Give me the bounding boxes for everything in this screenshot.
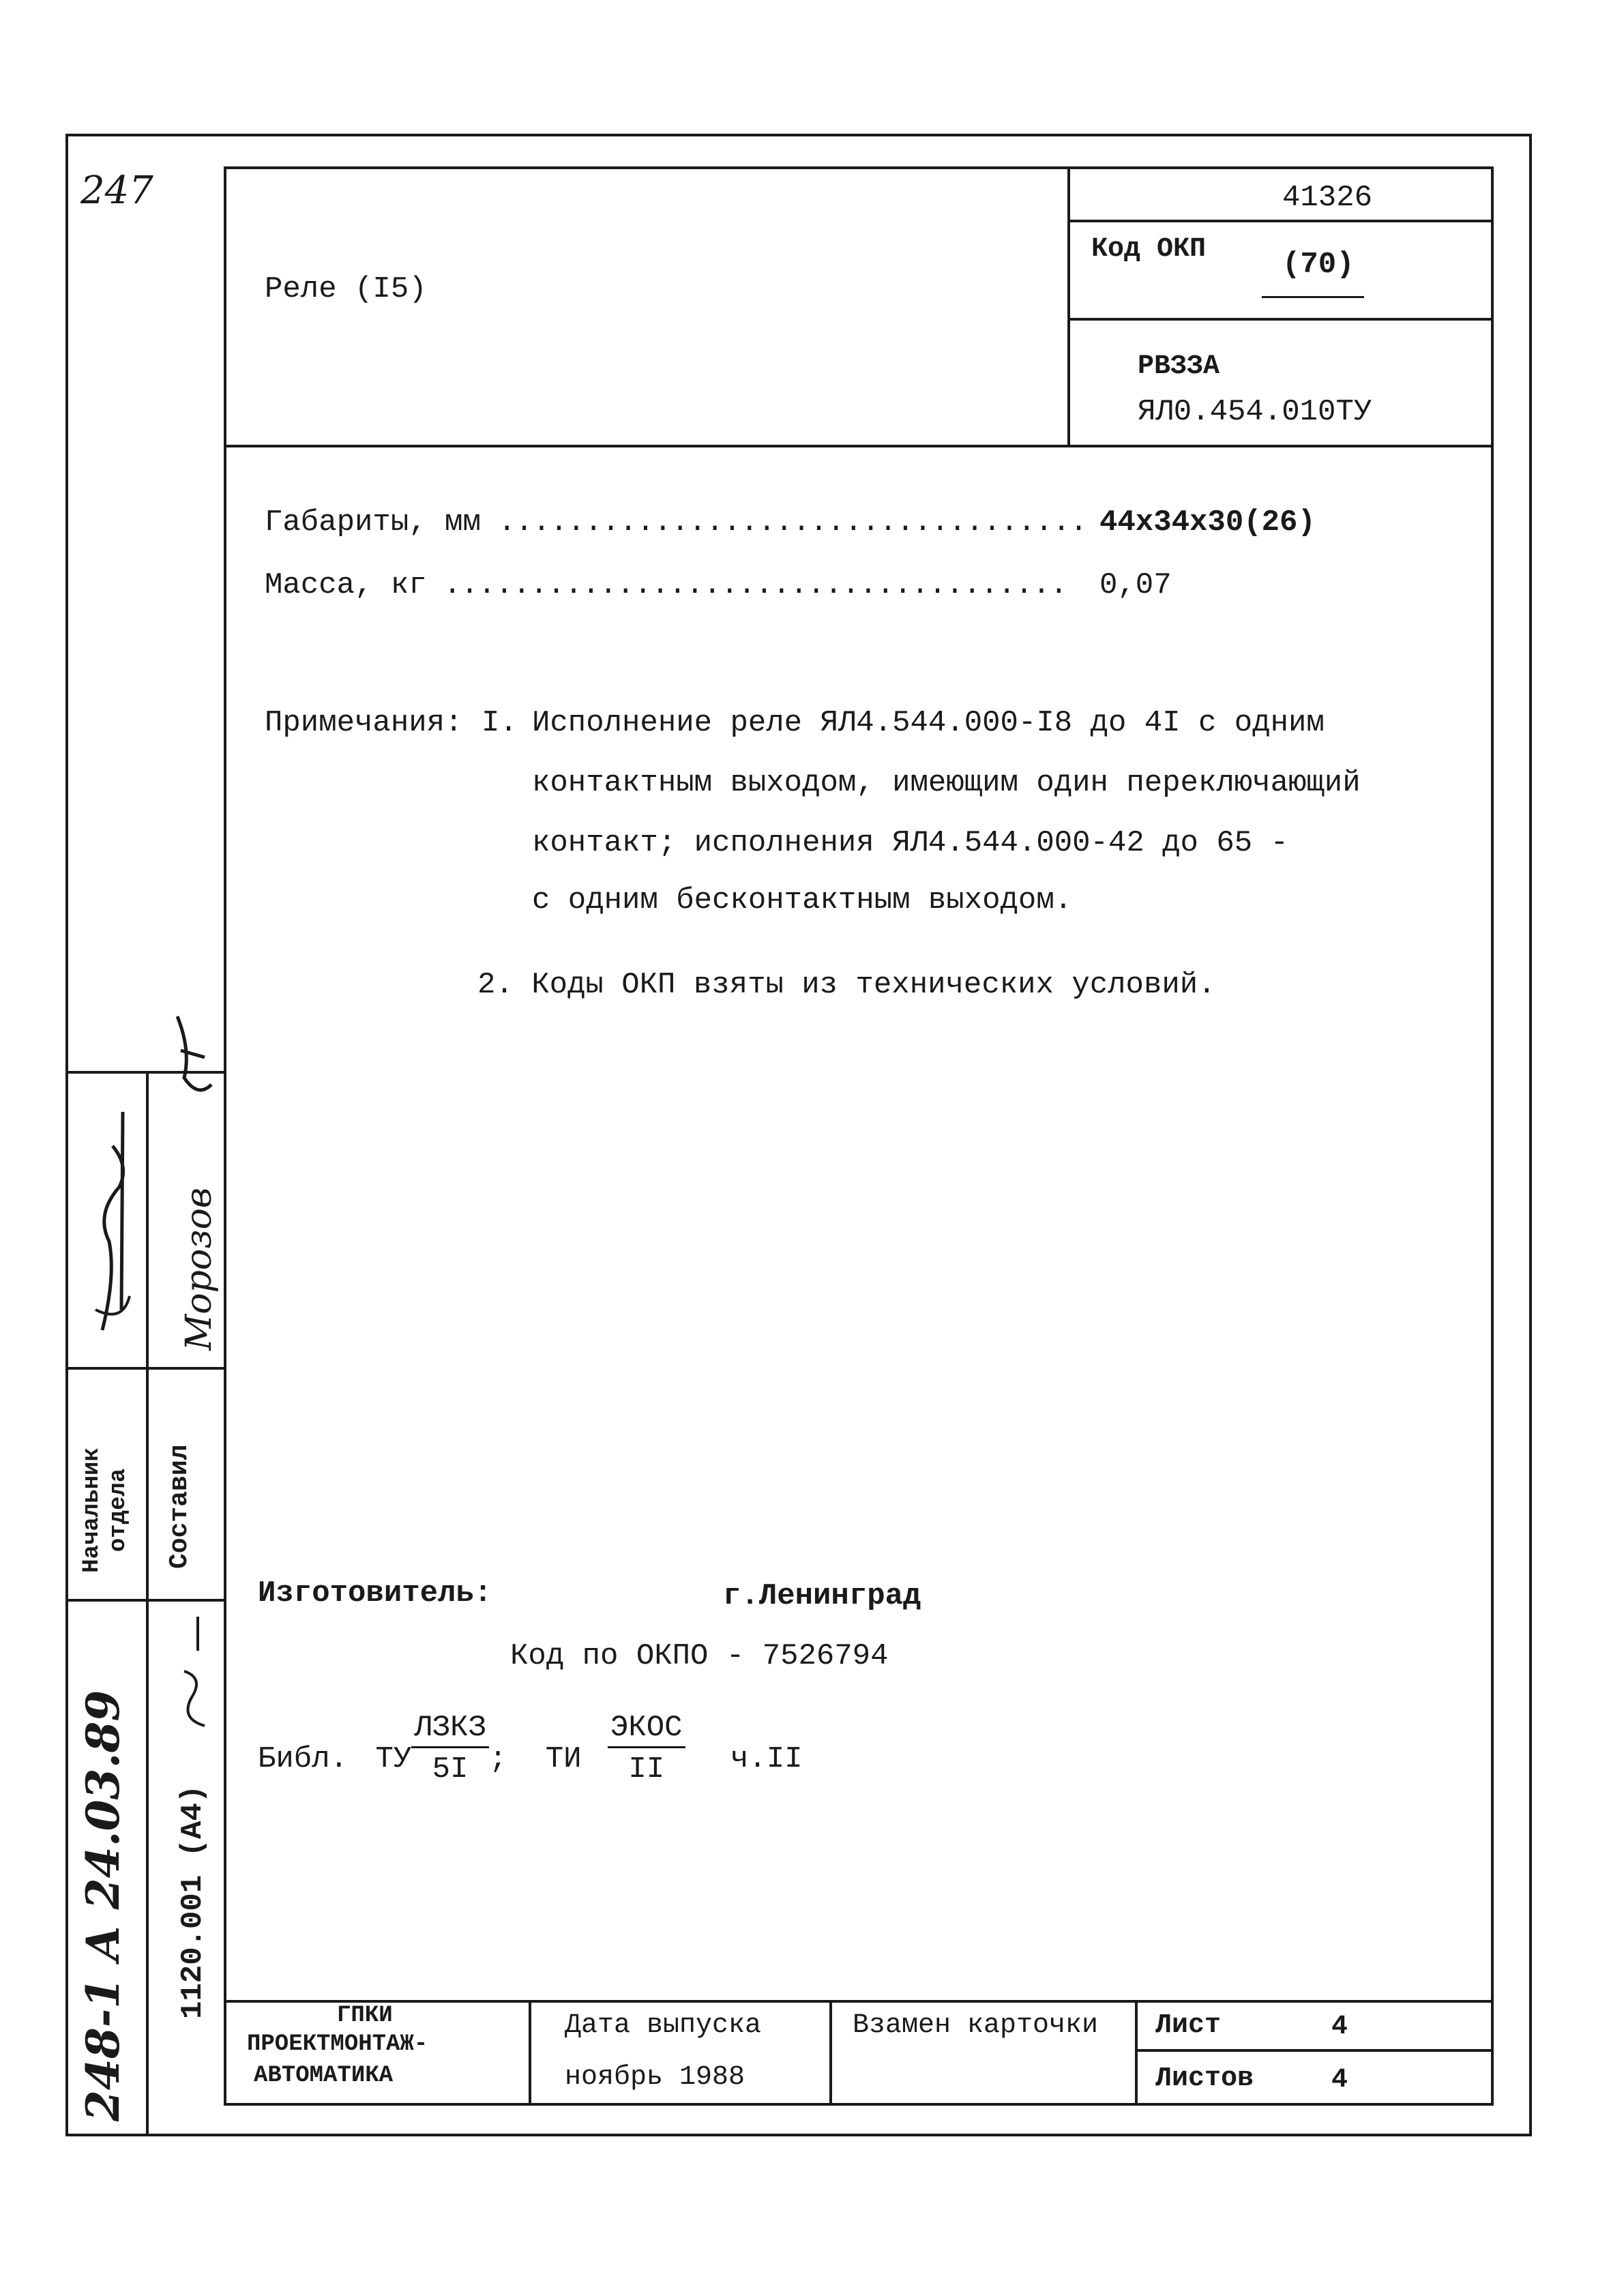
side-strip-low	[65, 1599, 226, 1602]
side-compiled-label: Составил	[165, 1444, 194, 1569]
spec-dimensions-value: 44x34x30(26)	[1099, 505, 1316, 540]
side-compiled-name: Морозов	[179, 1187, 220, 1351]
manufacturer-label: Изготовитель:	[258, 1576, 492, 1610]
side-handwritten-stamp: 248-1 А 24.03.89	[76, 1690, 130, 2121]
spec-mass-label: Масса, кг	[265, 568, 427, 602]
note-2: 2. Коды ОКП взяты из технических условий.	[477, 968, 1216, 1002]
footer-replaces-label: Взамен карточки	[853, 2010, 1099, 2041]
footer-org-line-3: АВТОМАТИКА	[254, 2063, 394, 2089]
footer-top	[224, 2000, 1494, 2003]
footer-sheet-label: Лист	[1155, 2010, 1222, 2041]
footer-date-label: Дата выпуска	[565, 2010, 762, 2041]
main-box-top	[224, 166, 1494, 169]
library-ti-label: ТИ	[545, 1742, 582, 1777]
outer-frame-top	[65, 134, 1532, 136]
notes-label: Примечания:	[265, 706, 463, 740]
main-box-bottom	[224, 2103, 1494, 2106]
library-tu-label: ТУ	[375, 1742, 412, 1777]
header-separator	[224, 445, 1494, 447]
footer-org-line-1: ГПКИ	[337, 2003, 393, 2029]
footer-sheets-label: Листов	[1155, 2063, 1254, 2094]
side-strip-mid	[65, 1367, 226, 1370]
spec-mass-dots: ....................................	[443, 568, 1067, 602]
header-right-cell-left	[1067, 166, 1070, 447]
outer-frame-bottom	[65, 2134, 1532, 2136]
footer-sep-3	[1135, 2000, 1138, 2106]
side-format-code: 1120.001 (А4)	[176, 1784, 210, 2019]
okp-sub-code: (70)	[1282, 248, 1355, 282]
side-strip-divider	[146, 1071, 149, 2136]
manufacturer-city: г.Ленинград	[723, 1579, 921, 1613]
signature-compiled	[164, 1010, 218, 1105]
library-part: ч.II	[730, 1742, 803, 1777]
library-tu-num: ЛЗКЗ	[411, 1711, 489, 1748]
library-prefix: Библ.	[258, 1742, 349, 1777]
footer-sheet-value: 4	[1331, 2012, 1348, 2042]
relay-type: РВЗЗА	[1138, 351, 1220, 382]
spec-dimensions-label: Габариты, мм	[265, 505, 481, 540]
header-right-row2	[1067, 318, 1494, 321]
footer-sep-2	[829, 2000, 832, 2106]
note-1-line-2: контактным выходом, имеющим один переключающий	[532, 766, 1361, 800]
library-ti-num: ЭКОС	[608, 1711, 685, 1748]
spec-mass-value: 0,07	[1099, 568, 1172, 602]
header-right-row1	[1067, 220, 1494, 222]
note-1-line-4: с одним бесконтактным выходом.	[532, 883, 1073, 917]
footer-org-line-2: ПРОЕКТМОНТАЖ-	[247, 2031, 428, 2057]
note-1-line-1: Исполнение реле ЯЛ4.544.000-I8 до 4I с одним	[532, 706, 1325, 740]
outer-frame-right	[1529, 134, 1532, 2136]
library-ti-den: II	[628, 1752, 665, 1786]
main-box-left	[224, 166, 226, 2106]
okp-sub-underline	[1262, 296, 1364, 298]
note-1-number: I.	[482, 706, 518, 740]
relay-spec: ЯЛ0.454.010ТУ	[1138, 395, 1372, 429]
footer-sep-1	[529, 2000, 531, 2106]
library-tu-fraction	[411, 1711, 489, 1786]
side-head-label	[79, 1381, 132, 1585]
okp-code: 41326	[1282, 181, 1373, 215]
library-tu-den: 5I	[432, 1752, 469, 1786]
footer-sheets-value: 4	[1331, 2065, 1348, 2095]
spec-dimensions-dots: ..................................	[498, 505, 1087, 540]
document-title: Реле (I5)	[265, 272, 427, 306]
page-number: 247	[80, 168, 153, 213]
main-box-right	[1491, 166, 1494, 2106]
library-semicolon: ;	[488, 1742, 507, 1777]
library-ti-fraction	[608, 1711, 685, 1786]
library-line	[258, 1711, 803, 1786]
footer-date-value: ноябрь 1988	[565, 2062, 745, 2093]
manufacturer-okpo: Код по ОКПО - 7526794	[510, 1639, 889, 1673]
side-head-label-text: Начальник отдела	[79, 1447, 132, 1573]
outer-frame-left	[65, 134, 68, 2136]
okp-label: Код ОКП	[1091, 234, 1207, 265]
footer-sheet-divider	[1135, 2049, 1494, 2052]
signature-format	[171, 1610, 218, 1733]
signature-head	[82, 1105, 143, 1351]
note-1-line-3: контакт; исполнения ЯЛ4.544.000-42 до 65 -	[532, 826, 1288, 860]
